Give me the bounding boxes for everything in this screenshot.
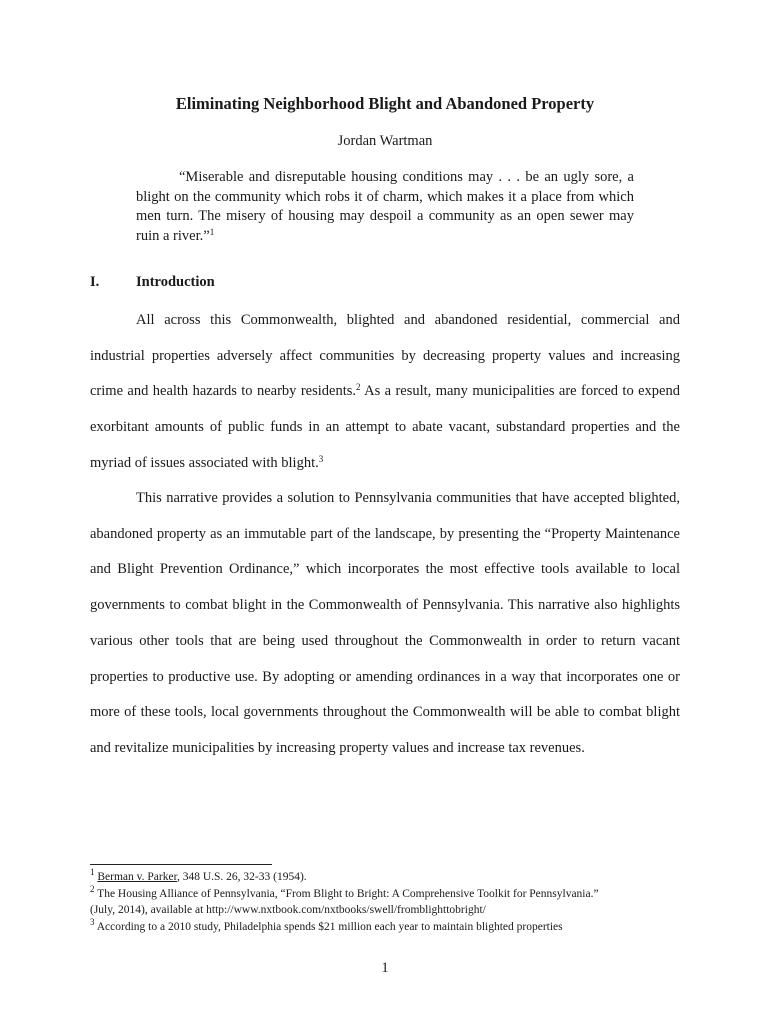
footnote-3	[90, 916, 690, 936]
section-number: I.	[90, 274, 100, 290]
footnote-2-continued	[90, 902, 690, 919]
author-name: Jordan Wartman	[337, 133, 433, 149]
footnote-text: The Housing Alliance of Pennsylvania, “From Blight to Bright: A Comprehensive Toolkit for Pennsylvania.”	[97, 887, 599, 900]
paragraph-text: As a result, many municipalities are forced to expend exorbitant amounts of public funds in an attempt to abate vacant, substandard properties and the myriad of issues associated with blight.	[90, 383, 680, 471]
section-title: Introduction	[136, 274, 215, 290]
paragraph-text: All across this Commonwealth, blighted and abandoned residential, commercial and industrial properties adversely affect communities by decreasing property values and increasing crime and health hazards to nearby residents.	[90, 312, 680, 400]
footnote-ref-1[interactable]: 1	[209, 226, 215, 237]
case-citation-link[interactable]: Berman v. Parker	[97, 871, 177, 883]
footnote-text[interactable]: (July, 2014), available at http://www.nxtbook.com/nxtbooks/swell/fromblighttobright/	[90, 904, 486, 917]
footnote-divider	[90, 864, 272, 865]
epigraph-text: “Miserable and disreputable housing conditions may . . . be an ugly sore, a blight on the community which robs it of charm, which makes it a place from which men turn. The misery of housing may despoil a community as an open sewer may ruin a river.”	[136, 169, 634, 244]
footnote-1	[90, 869, 690, 886]
footnotes	[90, 869, 690, 935]
page-number: 1	[381, 960, 389, 976]
footnote-ref-3[interactable]: 3	[318, 453, 324, 464]
epigraph-quote	[136, 168, 634, 246]
footnote-ref-2[interactable]: 2	[356, 382, 361, 393]
section-heading	[90, 274, 215, 291]
body-paragraph: This narrative provides a solution to Pennsylvania communities that have accepted blighted, abandoned property as an immutable part of the landscape, by presenting the “Property Maintenance and Blight Prevention Ordinance,” which incorporates the most effective tools available to local governments to combat blight in the Commonwealth of Pennsylvania. This narrative also highlights various other tools that are being used throughout the Commonwealth in order to return vacant properties to productive use. By adopting or amending ordinances in a way that incorporates one or more of these tools, local governments throughout the Commonwealth will be able to combat blight and revitalize municipalities by increasing property values and increase tax revenues.	[90, 490, 680, 756]
footnote-2	[90, 883, 690, 903]
footnote-mark: 2	[90, 883, 95, 894]
footnote-mark: 3	[90, 916, 95, 927]
document-title: Eliminating Neighborhood Blight and Abandoned Property	[175, 94, 595, 113]
footnote-mark: 1	[90, 867, 95, 877]
footnote-text: , 348 U.S. 26, 32-33 (1954).	[176, 871, 307, 883]
footnote-text: According to a 2010 study, Philadelphia spends $21 million each year to maintain blighted properties	[96, 920, 563, 933]
body-paragraph	[90, 303, 680, 482]
